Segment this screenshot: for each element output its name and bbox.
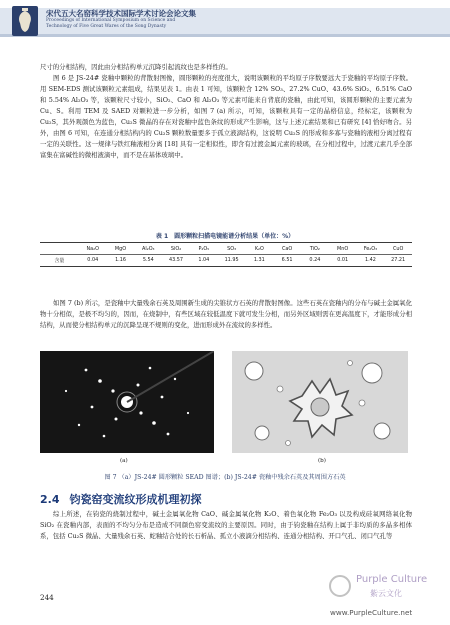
- header-title-en-line2: Technology of Five Great Wares of the Song Dynasty: [46, 23, 167, 29]
- table-cell: 5.54: [142, 257, 154, 264]
- table-header-cell: MnO: [337, 245, 349, 252]
- header-title-cn: 宋代五大名窑科学技术国际学术讨论会论文集: [46, 9, 196, 18]
- table-cell: 1.04: [198, 257, 210, 264]
- table-header-cell: CuO: [392, 245, 404, 252]
- watermark-site: www.PurpleCulture.net: [330, 608, 413, 617]
- table-cell: 6.51: [281, 257, 293, 264]
- figure-subcaption-b: (b): [318, 458, 326, 464]
- paragraph-3: 如图 7 (b) 所示，是瓷釉中大量残余石英及周围新生成的尖锥状方石英的背散射图像。这些石英在瓷釉内的分布与碱土金属氧化物十分相似，是极不均匀的，因而，在烧制中，有些区域在较低温度下就可发生分相，而另外区域则需在更高温度下，才能形成分相结构，从而使分相结构单元的沉降呈现不规则的变化，进而形成外在流纹的多样性。: [40, 299, 412, 329]
- table-cell: 1.42: [364, 257, 376, 264]
- table-cell: 0.01: [337, 257, 349, 264]
- figure-subcaption-a: (a): [120, 458, 128, 464]
- section-title: 钧瓷窑变流纹形成机理初探: [69, 493, 202, 506]
- table-header-cell: SO₃: [227, 245, 237, 252]
- table-cell: 43.57: [169, 257, 184, 264]
- table-header-row: [40, 243, 412, 254]
- table-header-cell: K₂O: [254, 245, 264, 252]
- table-row: [40, 255, 412, 266]
- paragraph-2: 图 6 是 JS-24# 瓷釉中颗粒的背散射图像，圆形颗粒的亮度很大，说明该颗粒的平均原子序数要远大于瓷釉的平均原子序数。用 SEM-EDS 测试该颗粒元素组成，结果见表 1。由表 1 可知，该颗粒含 12% SO₃、27.2% CuO、43.6% SiO₂、6.51% CaO 和 5.54% Al₂O₃ 等，该颗粒尺寸较小，SiO₂、CaO 和 Al₂O₃ 等元素可能来自背底的瓷釉，由此可知，该圆形颗粒的主要元素为 Cu、S。利用 TEM 及 SAED 对颗粒进一步分析，如图 7 (a) 所示，可知，该颗粒具有一定的晶格信息，经标定，该颗粒为 Cu₂S，其外观颜色为蓝色，Cu₂S 微晶的存在对瓷釉中蓝色条纹的形成产生影响，这与上述元素结果和已有研究 [4] 恰好吻合。另外，由图 6 可知，在连通分相结构内的 Cu₂S 颗粒数量要多于孤立液滴结构，这说明 Cu₂S 的形成和多寡与瓷釉的液相分离过程有一定的关联性。这一规律与铁红釉液相分离 [18] 具有一定相似性，即含有过渡金属元素的玻璃，在分相过程中，过渡元素几乎全部富集在富碱性的微相液滴中，而不是在基体玻璃中。: [40, 74, 412, 159]
- table-header-cell: P₂O₅: [198, 245, 210, 252]
- table-bottom-rule: [40, 266, 412, 267]
- composition-table: [40, 242, 412, 267]
- section-number: 2.4: [40, 493, 60, 506]
- table-header-cell: TiO₂: [309, 245, 320, 252]
- table-cell: 27.21: [391, 257, 406, 264]
- header-title-en-line1: Proceedings of International Symposium on Science and: [46, 18, 176, 23]
- quartz-micrograph-image: [232, 351, 408, 453]
- paragraph-4: 综上所述，在钧瓷的烧制过程中，碱土金属氧化物 CaO、碱金属氧化物 K₂O、着色氧化物 Fe₂O₃ 以及构成硅氧网络氧化物 SiO₂ 在瓷釉内部，表面的不均匀分布是造成不同颜色窑变流纹的主要原因。同时，由于钧瓷釉在结构上属于非均质的多晶多相体系，包括 Cu₂S 微晶、大量残余石英、蛇釉结合处的长石析晶、孤立小液滴分相结构、连通分相结构、开口气孔、闭口气孔等: [40, 510, 412, 540]
- figure-caption: 图 7 （a）JS-24# 圆形颗粒 SEAD 图谱；(b) JS-24# 瓷釉中残余石英及其周围方石英: [104, 474, 346, 481]
- table-header-cell: CaO: [281, 245, 293, 252]
- table-header-cell: MgO: [114, 245, 127, 252]
- table-header-cell: Al₂O₃: [142, 245, 155, 252]
- conference-logo-icon: [10, 4, 40, 38]
- paragraph-1: 尺寸的分相结构，因此由分相结构单元沉降引起流纹也是多样性的。: [40, 63, 232, 71]
- table-header-cell: SiO₂: [170, 245, 182, 252]
- sead-pattern-image: [40, 351, 214, 453]
- table-header-cell: Na₂O: [86, 245, 99, 252]
- watermark-brand-cn: 紫云文化: [370, 589, 402, 598]
- header-rule: [0, 34, 450, 37]
- table-cell: 11.95: [224, 257, 239, 264]
- table-cell: 1.16: [115, 257, 126, 264]
- running-header: [0, 0, 450, 44]
- section-heading: [40, 491, 412, 507]
- table-caption: 表 1 圆形颗粒扫描电镜能谱分析结果（单位：%）: [155, 233, 295, 240]
- body-text-top: [40, 62, 412, 161]
- table-cell: 0.04: [87, 257, 99, 264]
- table-cell: 0.24: [309, 257, 321, 264]
- page-number: 244: [40, 593, 54, 602]
- table-header-cell: Fe₂O₃: [363, 245, 378, 252]
- table-cell: 含量: [54, 257, 65, 264]
- watermark-brand-en: Purple Culture: [356, 574, 428, 585]
- table-cell: 1.31: [253, 257, 265, 264]
- purple-culture-watermark-icon: [300, 566, 440, 606]
